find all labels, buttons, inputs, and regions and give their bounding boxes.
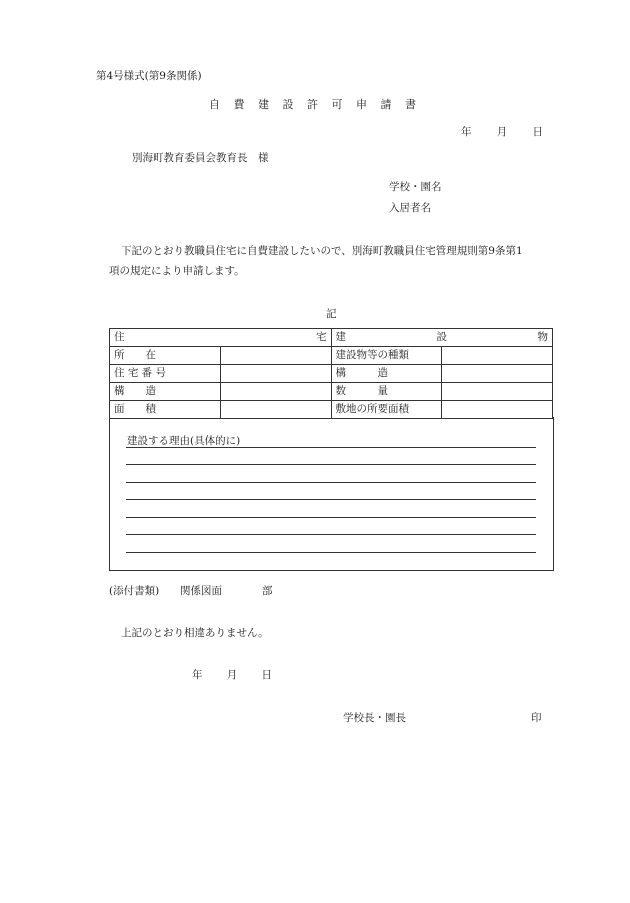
field-site-area[interactable] <box>442 401 553 419</box>
header-residence-char-1: 住 <box>114 331 125 343</box>
attachment-unit: 部 <box>262 585 273 597</box>
table-row <box>110 401 553 419</box>
reason-line[interactable] <box>126 534 536 535</box>
label-building-structure: 構 造 <box>331 365 442 383</box>
ki-heading: 記 <box>326 308 337 320</box>
field-area[interactable] <box>220 401 331 419</box>
header-residence <box>110 329 332 347</box>
header-residence-char-2: 宅 <box>316 331 327 343</box>
header-building-char-1: 建 <box>335 331 346 343</box>
field-quantity[interactable] <box>442 383 553 401</box>
addressee: 別海町教育委員会教育長 様 <box>132 152 269 164</box>
date-month: 月 <box>496 126 508 138</box>
header-building-char-3: 物 <box>537 331 548 343</box>
header-building <box>331 329 553 347</box>
date-day: 日 <box>532 126 543 138</box>
body-line-1: 下記のとおり教職員住宅に自費建設したいので、別海町教職員住宅管理規則第9条第1 <box>121 245 523 257</box>
reason-line[interactable] <box>126 552 536 553</box>
body-line-2: 項の規定により申請します。 <box>109 265 245 277</box>
field-building-type[interactable] <box>442 347 553 365</box>
attachment-item: 関係図面 <box>180 585 222 597</box>
form-number: 第4号様式(第9条関係) <box>96 70 202 82</box>
reason-section <box>109 417 554 571</box>
table-header-row <box>110 329 553 347</box>
school-name-label: 学校・園名 <box>389 181 442 193</box>
table-row <box>110 383 553 401</box>
field-house-number[interactable] <box>220 365 331 383</box>
reason-line[interactable] <box>126 517 536 518</box>
table-row <box>110 347 553 365</box>
footer-year: 年 <box>192 669 203 681</box>
resident-name-label: 入居者名 <box>389 202 431 214</box>
footer-date <box>192 667 272 682</box>
date-header <box>461 124 543 139</box>
label-quantity: 数 量 <box>331 383 442 401</box>
document-title: 自 費 建 設 許 可 申 請 書 <box>209 98 421 111</box>
principal-label: 学校長・園長 <box>343 712 406 724</box>
reason-line[interactable] <box>126 464 536 465</box>
field-building-structure[interactable] <box>442 365 553 383</box>
reason-label: 建設する理由(具体的に) <box>127 435 241 447</box>
reason-line[interactable] <box>126 482 536 483</box>
label-structure: 構 造 <box>110 383 221 401</box>
date-year: 年 <box>461 126 472 138</box>
label-house-number: 住 宅 番 号 <box>110 365 221 383</box>
detail-table <box>109 328 553 419</box>
field-structure[interactable] <box>220 383 331 401</box>
footer-day: 日 <box>261 669 272 681</box>
reason-line[interactable] <box>126 499 536 500</box>
footer-month: 月 <box>226 669 238 681</box>
label-site-area: 敷地の所要面積 <box>331 401 442 419</box>
seal-mark: 印 <box>531 712 542 724</box>
reason-line[interactable] <box>126 447 536 448</box>
label-building-type: 建設物等の種類 <box>331 347 442 365</box>
attachment-label: (添付書類) <box>109 585 160 597</box>
label-area: 面 積 <box>110 401 221 419</box>
label-location: 所 在 <box>110 347 221 365</box>
field-location[interactable] <box>220 347 331 365</box>
table-row <box>110 365 553 383</box>
header-building-char-2: 設 <box>436 331 447 343</box>
confirmation-text: 上記のとおり相違ありません。 <box>121 627 269 639</box>
